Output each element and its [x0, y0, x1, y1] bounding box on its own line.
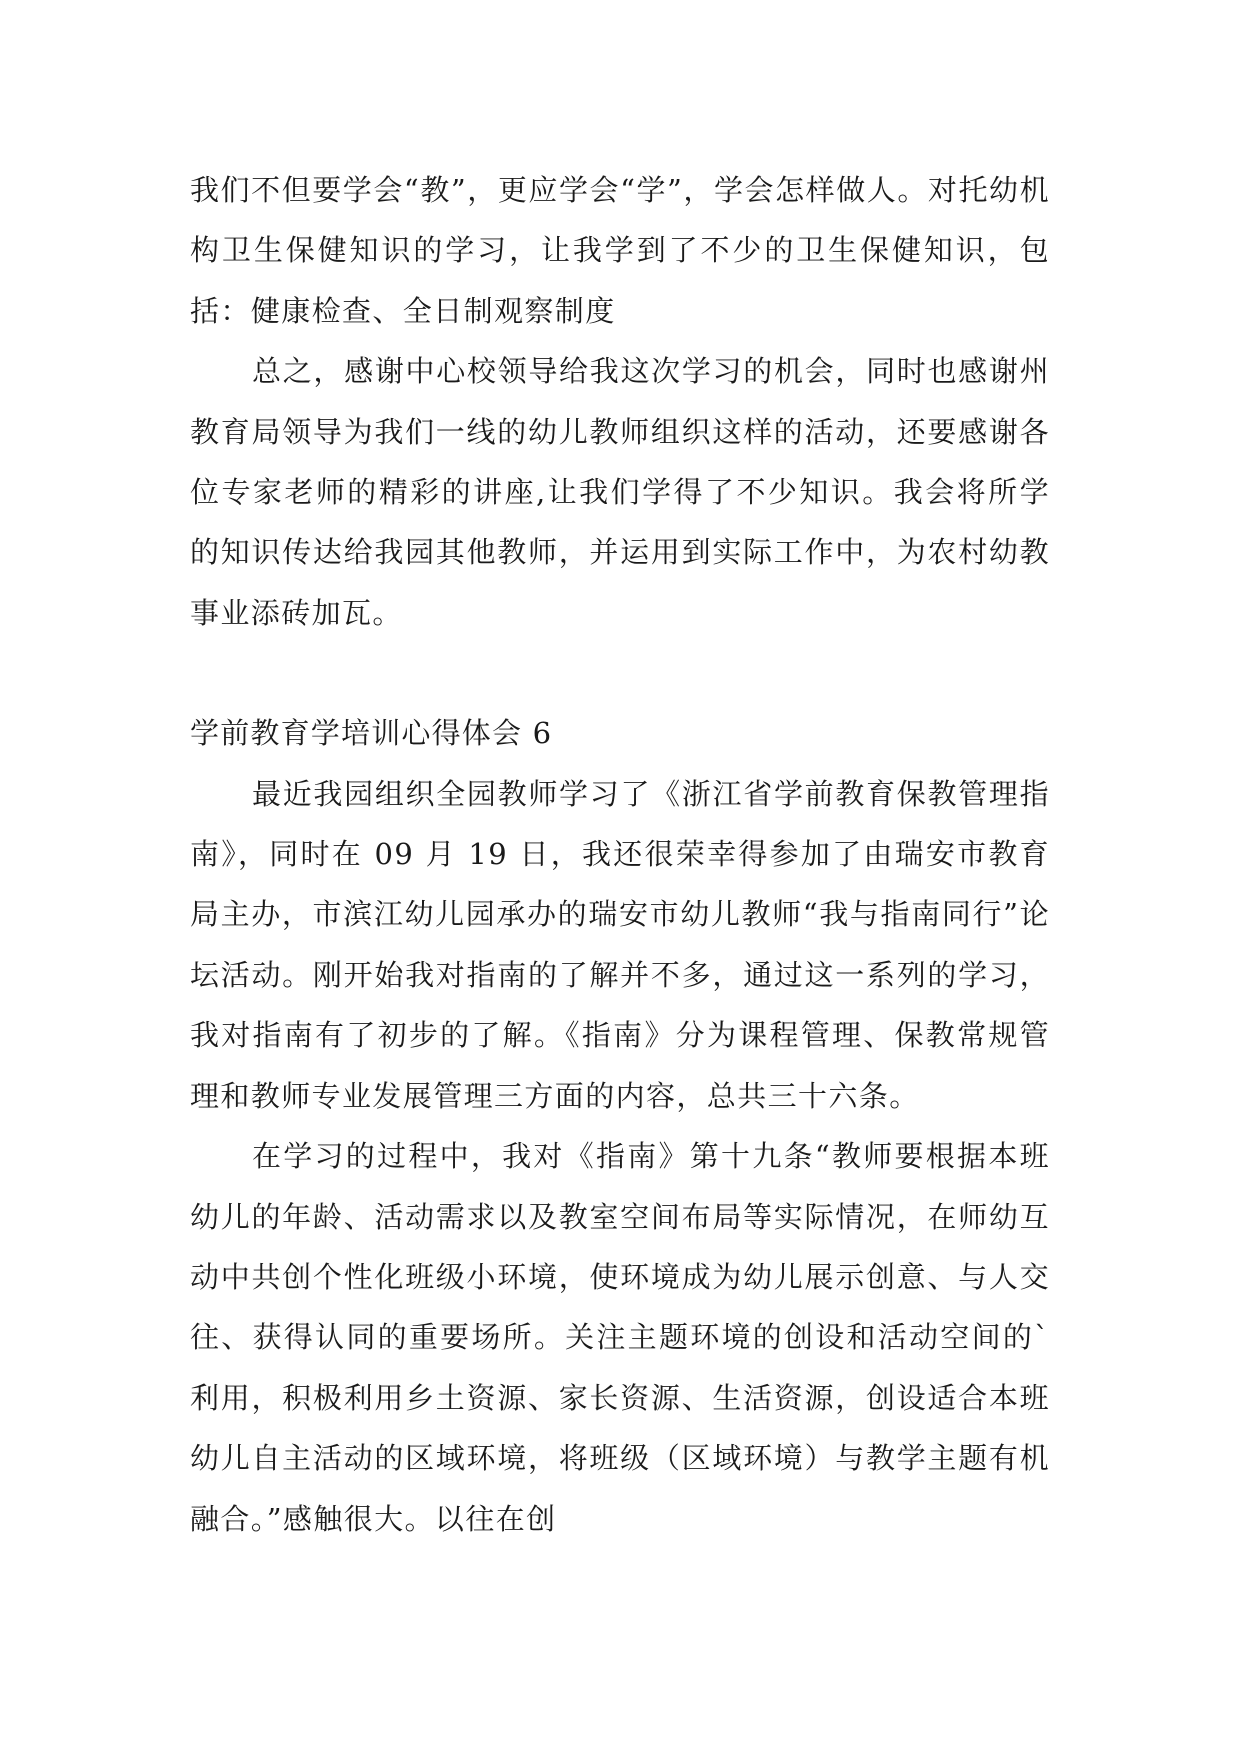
paragraph-intro: 最近我园组织全园教师学习了《浙江省学前教育保教管理指南》，同时在 09 月 19 日，我还很荣幸得参加了由瑞安市教育局主办，市滨江幼儿园承办的瑞安市幼儿教师“我与指南同行”论坛活动。刚开始我对指南的了解并不多，通过这一系列的学习，我对指南有了初步的了解。《指南》分为课程管理、保教常规管理和教师专业发展管理三方面的内容，总共三十六条。 [190, 776, 1050, 1113]
document-body [190, 160, 1050, 1549]
paragraph-conclusion: 总之，感谢中心校领导给我这次学习的机会，同时也感谢州教育局领导为我们一线的幼儿教师组织这样的活动，还要感谢各位专家老师的精彩的讲座,让我们学得了不少知识。我会将所学的知识传达给我园其他教师，并运用到实际工作中，为农村幼教事业添砖加瓦。 [190, 354, 1050, 630]
paragraph-reflection: 在学习的过程中，我对《指南》第十九条“教师要根据本班幼儿的年龄、活动需求以及教室空间布局等实际情况，在师幼互动中共创个性化班级小环境，使环境成为幼儿展示创意、与人交往、获得认同的重要场所。关注主题环境的创设和活动空间的`利用，积极利用乡土资源、家长资源、生活资源，创设适合本班幼儿自主活动的区域环境，将班级（区域环境）与教学主题有机融合。”感触很大。以往在创 [190, 1139, 1050, 1536]
paragraph-continuation: 我们不但要学会“教”，更应学会“学”，学会怎样做人。对托幼机构卫生保健知识的学习，让我学到了不少的卫生保健知识，包括：健康检查、全日制观察制度 [190, 173, 1050, 328]
section-title: 学前教育学培训心得体会 6 [190, 716, 553, 751]
